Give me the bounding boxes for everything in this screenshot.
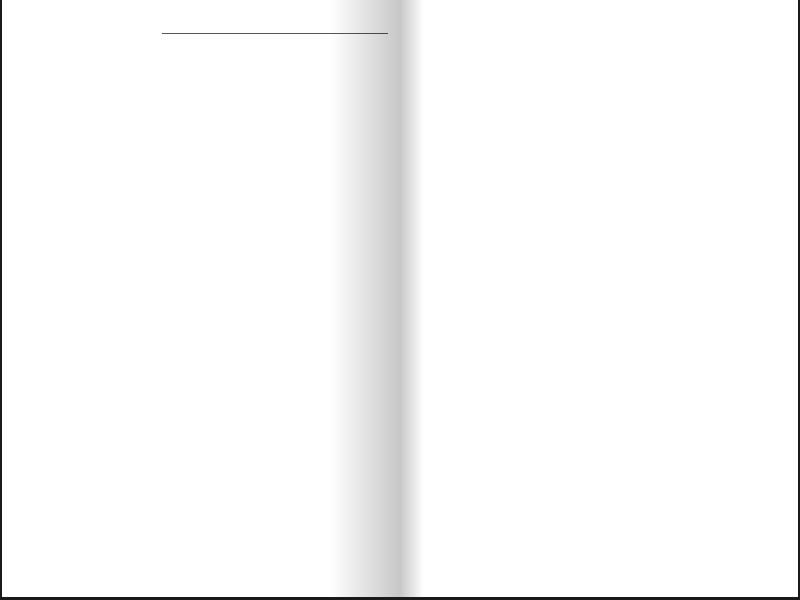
legend-late bbox=[714, 16, 716, 25]
legend-absent bbox=[655, 30, 657, 39]
attendance-grid bbox=[400, 0, 798, 597]
spine-shadow-right bbox=[400, 0, 424, 597]
left-page bbox=[2, 0, 400, 597]
spine-shadow-left bbox=[330, 0, 400, 597]
legend-present bbox=[655, 16, 657, 25]
right-page bbox=[400, 0, 798, 597]
legend-excused bbox=[714, 30, 716, 39]
